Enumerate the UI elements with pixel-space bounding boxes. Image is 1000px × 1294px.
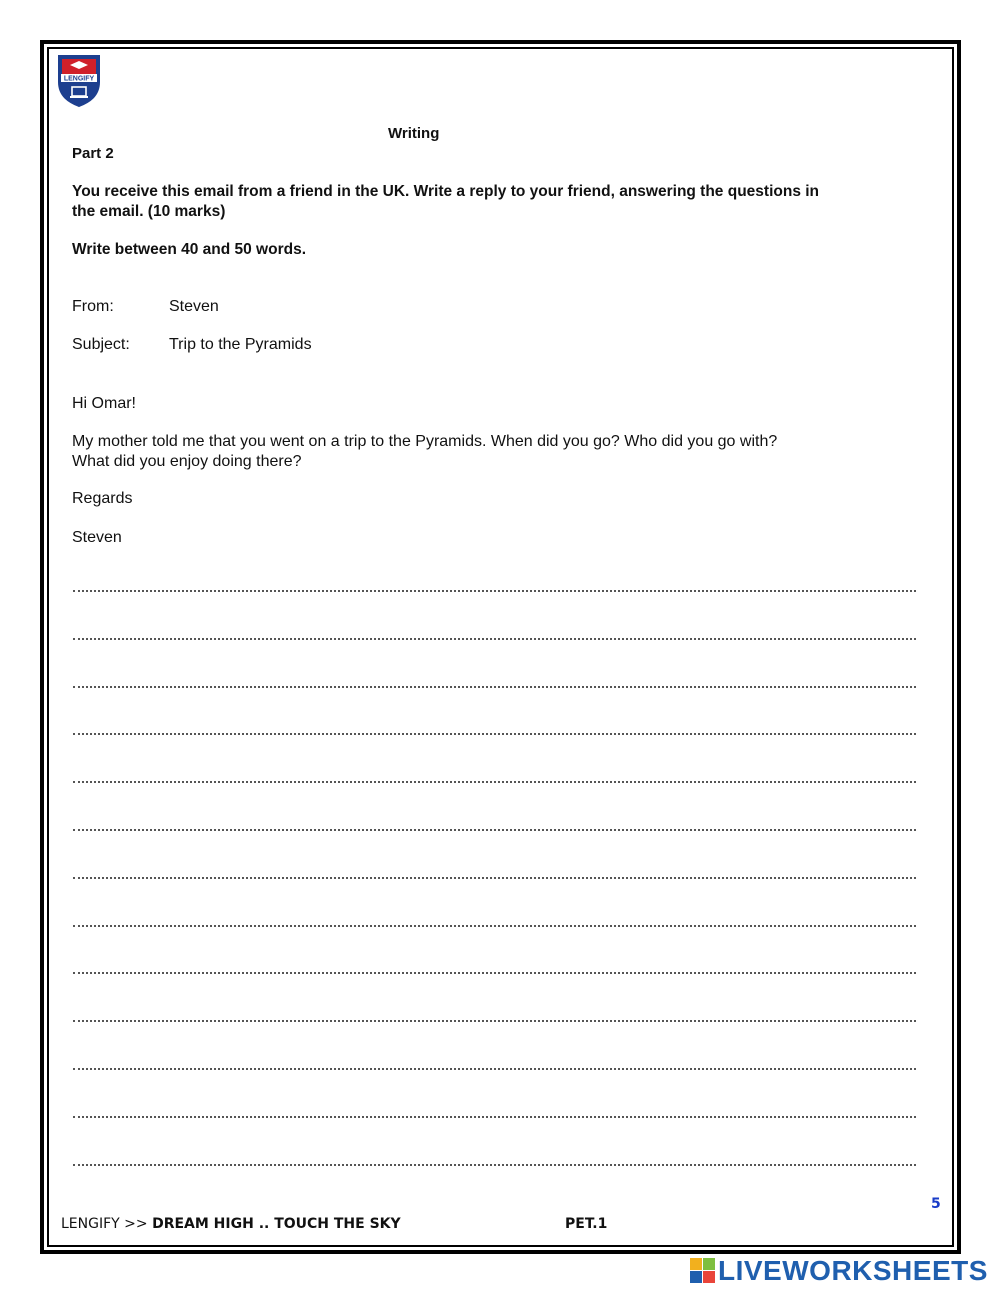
from-value: Steven bbox=[169, 298, 219, 315]
answer-line[interactable] bbox=[73, 877, 916, 879]
answer-line[interactable] bbox=[73, 972, 916, 974]
email-body: My mother told me that you went on a trip to the Pyramids. When did you go? Who did you go with? What did you enjoy doing there? bbox=[72, 433, 778, 470]
answer-line[interactable] bbox=[73, 1164, 916, 1166]
page-frame-inner bbox=[47, 47, 954, 1247]
answer-line[interactable] bbox=[73, 925, 916, 927]
section-title: Writing bbox=[388, 125, 440, 142]
liveworksheets-icon bbox=[690, 1258, 716, 1284]
answer-line[interactable] bbox=[73, 590, 916, 592]
word-limit: Write between 40 and 50 words. bbox=[72, 241, 307, 258]
subject-label: Subject: bbox=[72, 336, 130, 353]
footer-slogan: DREAM HIGH .. TOUCH THE SKY bbox=[152, 1216, 401, 1232]
footer-code: PET.1 bbox=[565, 1216, 608, 1232]
email-greeting: Hi Omar! bbox=[72, 395, 136, 412]
task-instruction: You receive this email from a friend in the UK. Write a reply to your friend, answering the questions in the email. (10 marks) bbox=[72, 183, 820, 220]
footer-brand: LENGIFY >> bbox=[61, 1216, 148, 1232]
answer-line[interactable] bbox=[73, 1020, 916, 1022]
svg-text:LENGIFY: LENGIFY bbox=[63, 75, 95, 83]
answer-line[interactable] bbox=[73, 829, 916, 831]
lengify-logo bbox=[55, 52, 103, 108]
answer-line[interactable] bbox=[73, 781, 916, 783]
liveworksheets-text: LIVEWORKSHEETS bbox=[718, 1255, 988, 1286]
page-number: 5 bbox=[931, 1196, 941, 1212]
answer-line[interactable] bbox=[73, 1116, 916, 1118]
answer-line[interactable] bbox=[73, 733, 916, 735]
email-closing: Regards bbox=[72, 490, 133, 507]
answer-line[interactable] bbox=[73, 1068, 916, 1070]
from-label: From: bbox=[72, 298, 114, 315]
footer-brand-line bbox=[61, 1216, 401, 1232]
email-signature: Steven bbox=[72, 529, 122, 546]
subject-value: Trip to the Pyramids bbox=[169, 336, 312, 353]
part-label: Part 2 bbox=[72, 145, 114, 162]
answer-line[interactable] bbox=[73, 638, 916, 640]
liveworksheets-watermark bbox=[690, 1256, 988, 1286]
answer-line[interactable] bbox=[73, 686, 916, 688]
